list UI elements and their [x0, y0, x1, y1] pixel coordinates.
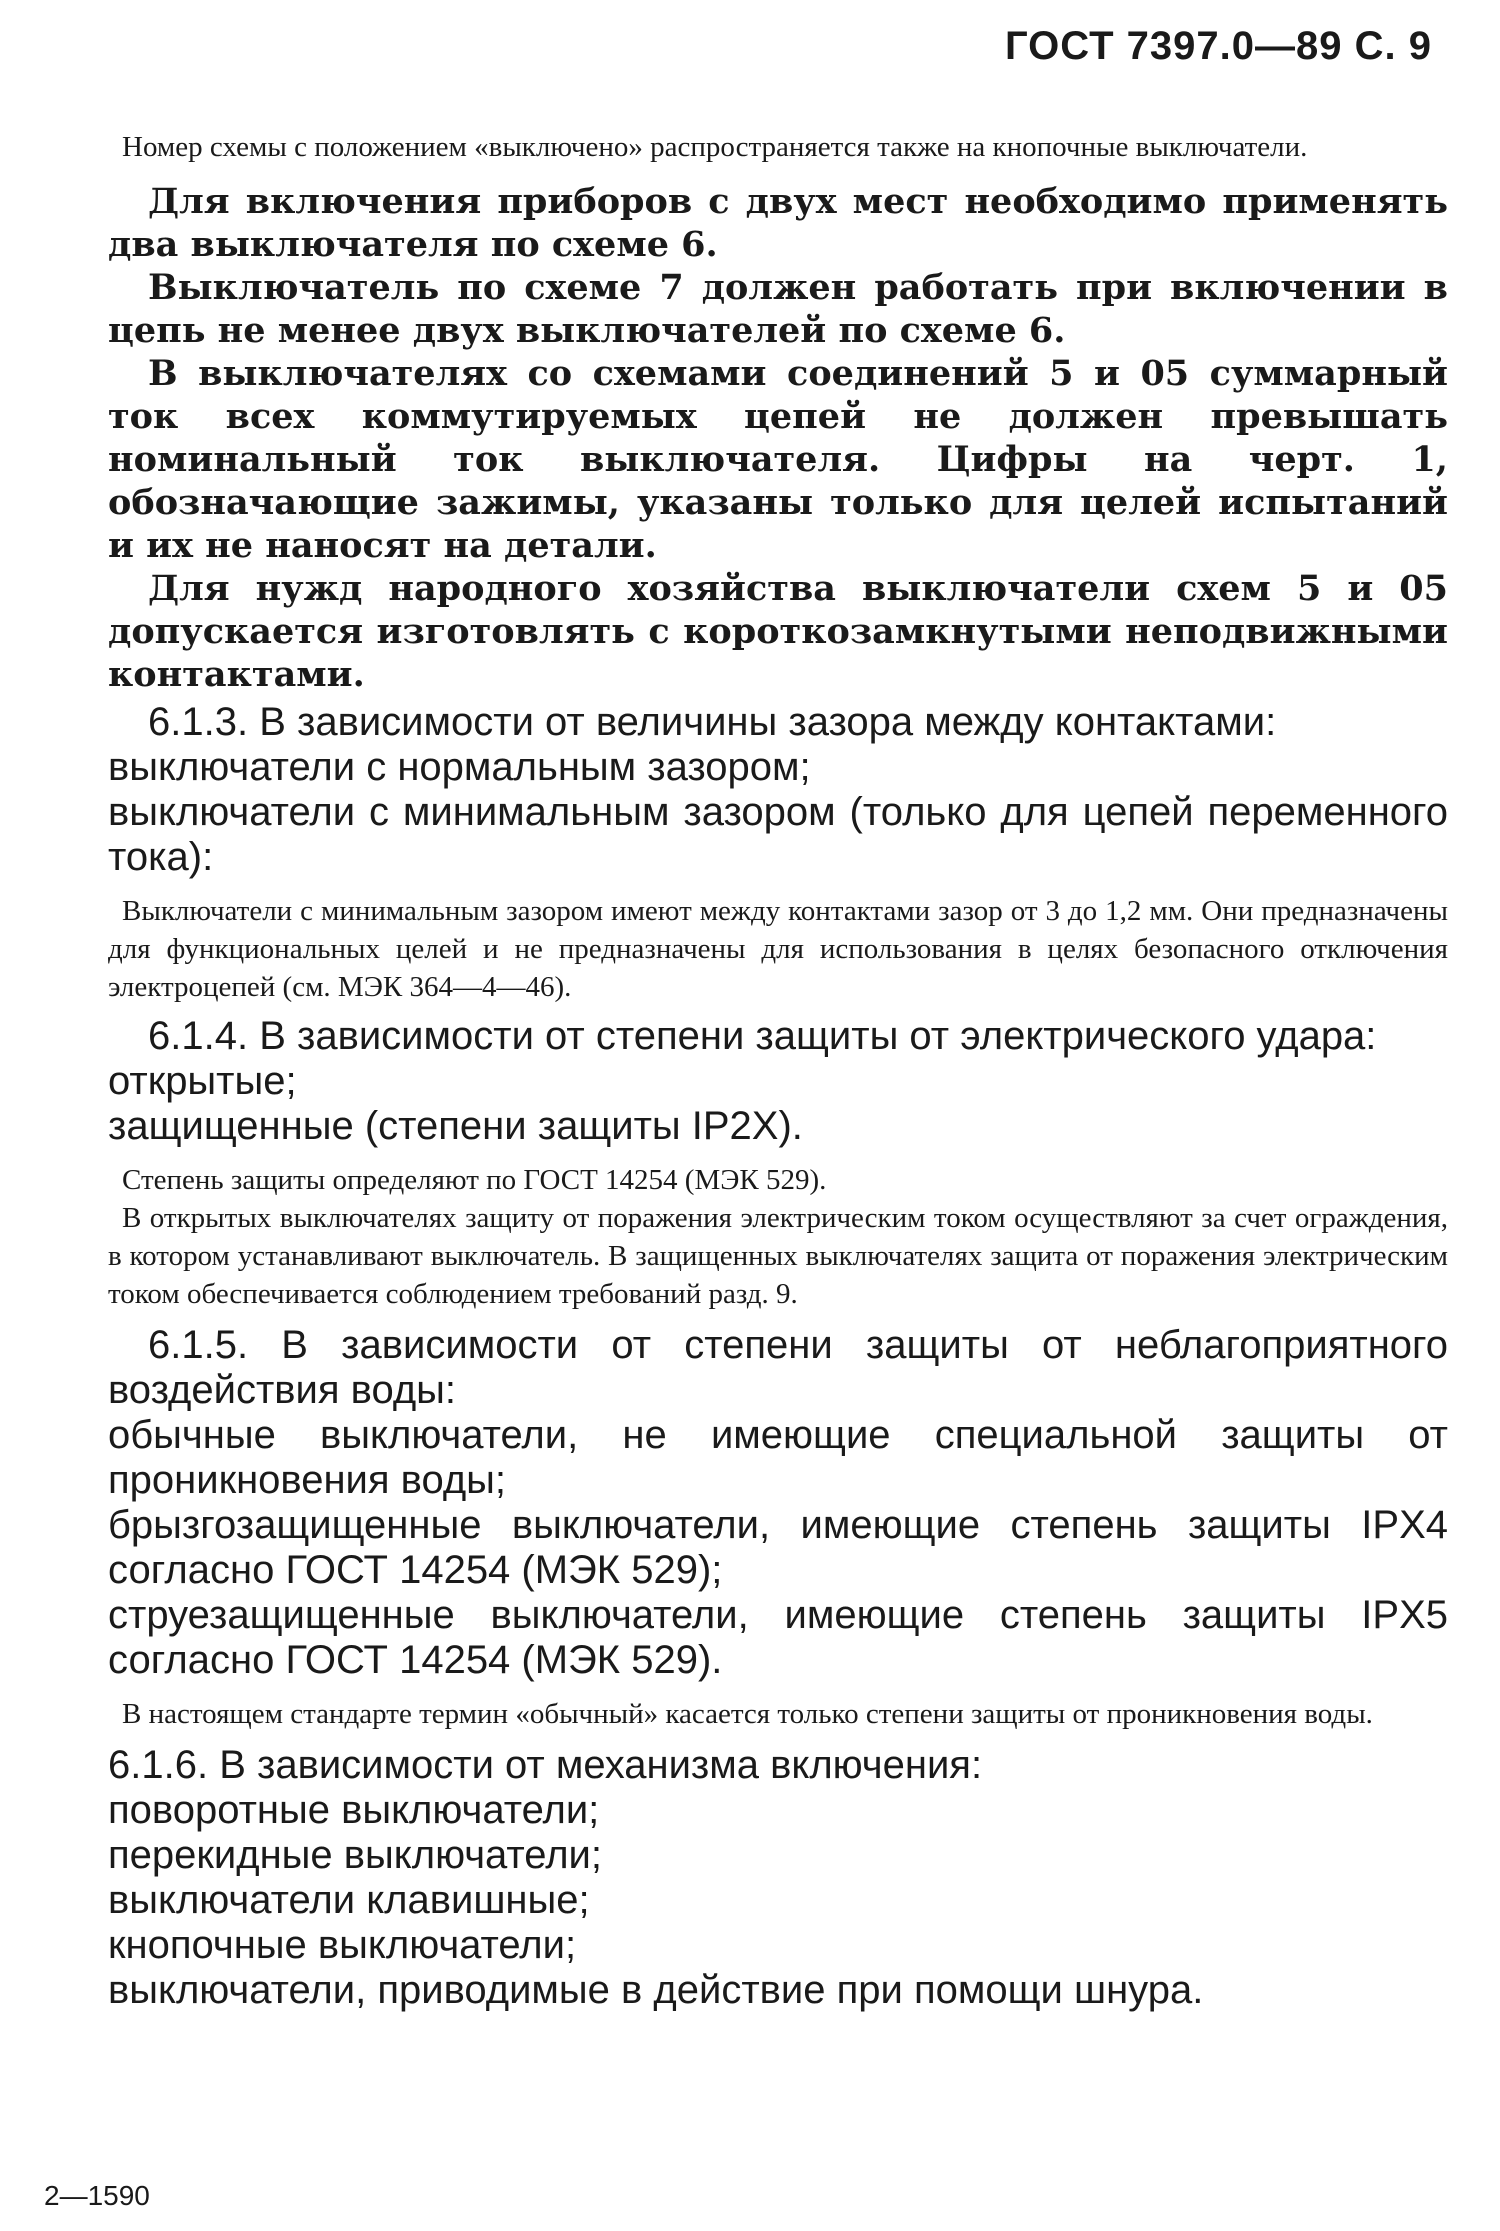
section-6-1-5-title: 6.1.5. В зависимости от степени защиты от неблагоприятного воздействия воды: — [108, 1323, 1448, 1412]
section-6-1-3-item-normal-gap: выключатели с нормальным зазором; — [108, 745, 811, 789]
note-button-switches: Номер схемы с положением «выключено» распространяется также на кнопочные выключатели. — [122, 131, 1308, 163]
page-footer-mark: 2—1590 — [44, 2180, 150, 2211]
section-6-1-3-title: 6.1.3. В зависимости от величины зазора между контактами: — [148, 700, 1277, 744]
section-6-1-6-item-toggle: перекидные выключатели; — [108, 1833, 602, 1877]
section-6-1-5-item-splashproof: брызгозащищенные выключатели, имеющие степень защиты IPX4 согласно ГОСТ 14254 (МЭК 529); — [108, 1503, 1448, 1592]
section-6-1-4-note-protection: В открытых выключателях защиту от поражения электрическим током осуществляют за счет ограждения, в котором устанавливают выключатель. В защищенных выключателях защита от поражения электрическим током обеспечивается соблюдением требований разд. 9. — [108, 1202, 1448, 1310]
section-6-1-5-item-ordinary: обычные выключатели, не имеющие специальной защиты от проникновения воды; — [108, 1413, 1448, 1502]
section-6-1-6-item-cord: выключатели, приводимые в действие при помощи шнура. — [108, 1968, 1204, 2012]
section-6-1-6-item-pushbutton: кнопочные выключатели; — [108, 1923, 577, 1967]
paragraph-national-economy: Для нужд народного хозяйства выключатели схем 5 и 05 допускается изготовлять с короткозамкнутыми неподвижными контактами. — [108, 568, 1448, 695]
section-6-1-5-note: В настоящем стандарте термин «обычный» касается только степени защиты от проникновения воды. — [122, 1698, 1373, 1730]
section-6-1-4-item-protected: защищенные (степени защиты IP2X). — [108, 1104, 803, 1148]
section-6-1-6-item-rocker: выключатели клавишные; — [108, 1878, 590, 1922]
section-6-1-5-item-jetproof: струезащищенные выключатели, имеющие степень защиты IPX5 согласно ГОСТ 14254 (МЭК 529). — [108, 1593, 1448, 1682]
section-6-1-3-item-minimal-gap: выключатели с минимальным зазором (только для цепей переменного тока): — [108, 790, 1448, 879]
section-6-1-4-note-degree: Степень защиты определяют по ГОСТ 14254 (МЭК 529). — [122, 1164, 827, 1196]
page-body — [108, 128, 1448, 2013]
page-header: ГОСТ 7397.0—89 С. 9 — [1004, 24, 1432, 68]
section-6-1-4-item-open: открытые; — [108, 1059, 297, 1103]
section-6-1-6-item-rotary: поворотные выключатели; — [108, 1788, 600, 1832]
paragraph-two-places: Для включения приборов с двух мест необходимо применять два выключателя по схеме 6. — [108, 181, 1448, 265]
section-6-1-4-title: 6.1.4. В зависимости от степени защиты от электрического удара: — [148, 1014, 1377, 1058]
section-6-1-3-note: Выключатели с минимальным зазором имеют между контактами зазор от 3 до 1,2 мм. Они предназначены для функциональных целей и не предназначены для использования в целях безопасного отключения электроцепей (см. МЭК 364—4—46). — [108, 895, 1448, 1003]
paragraph-scheme-7: Выключатель по схеме 7 должен работать при включении в цепь не менее двух выключателей по схеме 6. — [108, 267, 1448, 351]
section-6-1-6-title: 6.1.6. В зависимости от механизма включения: — [108, 1743, 983, 1787]
paragraph-scheme-5: В выключателях со схемами соединений 5 и 05 суммарный ток всех коммутируемых цепей не должен превышать номинальный ток выключателя. Цифры на черт. 1, обозначающие зажимы, указаны только для целей испытаний и их не наносят на детали. — [108, 353, 1448, 566]
